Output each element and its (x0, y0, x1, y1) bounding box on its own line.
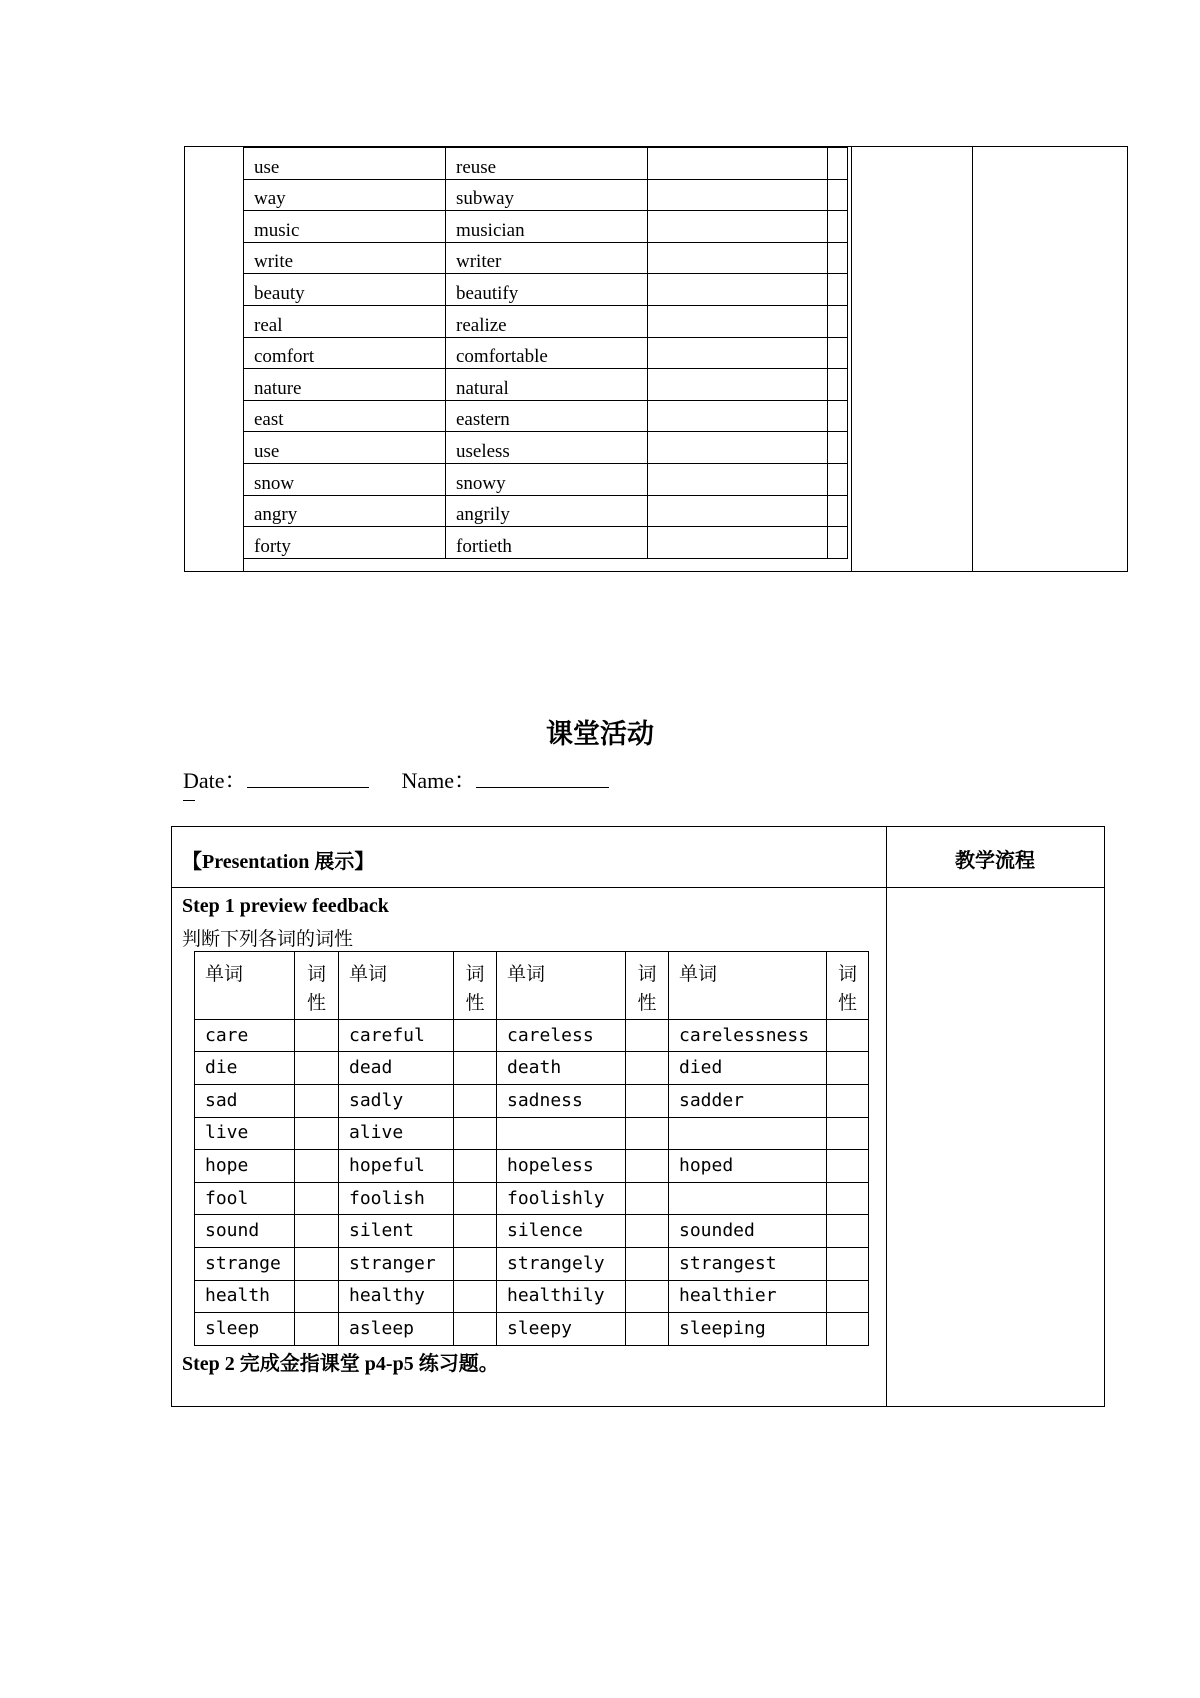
word-cell: strangest (669, 1248, 827, 1281)
table-row (244, 432, 848, 464)
pos-answer-cell[interactable] (454, 1280, 497, 1313)
word-cell: silence (497, 1215, 626, 1248)
pos-answer-cell[interactable] (827, 1215, 869, 1248)
pos-answer-cell[interactable] (827, 1019, 869, 1052)
word-cell: sleeping (669, 1313, 827, 1346)
derived-word-cell: natural (446, 369, 648, 401)
table-row (195, 1313, 869, 1346)
table-divider (851, 147, 852, 571)
pos-answer-cell[interactable] (827, 1150, 869, 1183)
derived-word-cell: beautify (446, 274, 648, 306)
word-cell: dead (339, 1052, 454, 1085)
pos-answer-cell[interactable] (454, 1117, 497, 1150)
word-cell: hoped (669, 1150, 827, 1183)
pos-answer-cell[interactable] (295, 1117, 339, 1150)
answer-cell[interactable] (648, 400, 828, 432)
column-header-pos: 词 性 (295, 952, 339, 1020)
word-cell: live (195, 1117, 295, 1150)
table-row (244, 527, 848, 559)
name-field[interactable] (476, 767, 609, 788)
base-word-cell: forty (244, 527, 446, 559)
table-row (244, 148, 848, 180)
blank-cell[interactable] (828, 369, 848, 401)
table-row (195, 1085, 869, 1118)
pos-answer-cell[interactable] (626, 1215, 669, 1248)
table-row (195, 1150, 869, 1183)
pos-answer-cell[interactable] (626, 1182, 669, 1215)
word-cell: sound (195, 1215, 295, 1248)
pos-answer-cell[interactable] (827, 1313, 869, 1346)
base-word-cell: east (244, 400, 446, 432)
derived-word-cell: angrily (446, 495, 648, 527)
word-cell: careless (497, 1019, 626, 1052)
table-row (244, 179, 848, 211)
word-cell: health (195, 1280, 295, 1313)
column-header-word: 单词 (497, 952, 626, 1020)
pos-answer-cell[interactable] (454, 1313, 497, 1346)
answer-cell[interactable] (648, 463, 828, 495)
presentation-header: 【Presentation 展示】 (182, 851, 375, 873)
base-word-cell: comfort (244, 337, 446, 369)
word-cell: hopeful (339, 1150, 454, 1183)
word-cell: sad (195, 1085, 295, 1118)
pos-answer-cell[interactable] (295, 1313, 339, 1346)
column-header-word: 单词 (339, 952, 454, 1020)
column-header-pos: 词 性 (827, 952, 869, 1020)
table-row (244, 463, 848, 495)
pos-answer-cell[interactable] (295, 1150, 339, 1183)
step2-text: Step 2 完成金指课堂 p4-p5 练习题。 (182, 1353, 499, 1375)
word-cell: died (669, 1052, 827, 1085)
word-cell: foolish (339, 1182, 454, 1215)
pos-answer-cell[interactable] (827, 1117, 869, 1150)
derived-word-cell: comfortable (446, 337, 648, 369)
word-cell: asleep (339, 1313, 454, 1346)
word-cell: care (195, 1019, 295, 1052)
table-row (195, 1280, 869, 1313)
date-label: Date： (183, 768, 247, 793)
pos-answer-cell[interactable] (626, 1052, 669, 1085)
pos-answer-cell[interactable] (295, 1019, 339, 1052)
answer-cell[interactable] (648, 148, 828, 180)
answer-cell[interactable] (648, 527, 828, 559)
column-header-pos: 词 性 (626, 952, 669, 1020)
derived-word-cell: snowy (446, 463, 648, 495)
derived-word-cell: subway (446, 179, 648, 211)
word-formation-table (243, 147, 848, 559)
pos-answer-cell[interactable] (626, 1117, 669, 1150)
word-cell: die (195, 1052, 295, 1085)
header-divider (172, 887, 1104, 888)
pos-answer-cell[interactable] (626, 1248, 669, 1281)
word-cell (669, 1182, 827, 1215)
step1-instruction: 判断下列各词的词性 (182, 928, 354, 950)
word-cell: hope (195, 1150, 295, 1183)
word-cell: hopeless (497, 1150, 626, 1183)
answer-cell[interactable] (648, 432, 828, 464)
word-cell: sadly (339, 1085, 454, 1118)
table-row (244, 495, 848, 527)
answer-cell[interactable] (648, 495, 828, 527)
word-cell: sounded (669, 1215, 827, 1248)
pos-answer-cell[interactable] (295, 1052, 339, 1085)
answer-cell[interactable] (648, 179, 828, 211)
base-word-cell: way (244, 179, 446, 211)
blank-cell[interactable] (828, 148, 848, 180)
table-row (244, 369, 848, 401)
column-header-word: 单词 (195, 952, 295, 1020)
name-label: Name： (401, 768, 477, 793)
table-row (244, 274, 848, 306)
pos-answer-cell[interactable] (827, 1182, 869, 1215)
blank-cell[interactable] (828, 211, 848, 243)
table-row (195, 1248, 869, 1281)
table-row (244, 305, 848, 337)
column-header-word: 单词 (669, 952, 827, 1020)
word-cell: fool (195, 1182, 295, 1215)
word-cell (669, 1117, 827, 1150)
date-name-line (183, 764, 609, 795)
pos-answer-cell[interactable] (295, 1085, 339, 1118)
pos-answer-cell[interactable] (454, 1085, 497, 1118)
answer-cell[interactable] (648, 242, 828, 274)
pos-answer-cell[interactable] (295, 1182, 339, 1215)
table-row (195, 1019, 869, 1052)
pos-answer-cell[interactable] (827, 1085, 869, 1118)
pos-answer-cell[interactable] (626, 1313, 669, 1346)
word-cell: carelessness (669, 1019, 827, 1052)
answer-cell[interactable] (648, 211, 828, 243)
part-of-speech-table (194, 951, 869, 1346)
table-row (195, 1117, 869, 1150)
date-field[interactable] (247, 767, 369, 788)
word-cell: strange (195, 1248, 295, 1281)
pos-answer-cell[interactable] (295, 1280, 339, 1313)
step1-title: Step 1 preview feedback (182, 895, 389, 917)
answer-cell[interactable] (648, 274, 828, 306)
base-word-cell: real (244, 305, 446, 337)
base-word-cell: use (244, 148, 446, 180)
blank-cell[interactable] (828, 432, 848, 464)
derived-word-cell: writer (446, 242, 648, 274)
word-cell (497, 1117, 626, 1150)
base-word-cell: angry (244, 495, 446, 527)
table-row (244, 242, 848, 274)
word-cell: silent (339, 1215, 454, 1248)
base-word-cell: beauty (244, 274, 446, 306)
word-cell: stranger (339, 1248, 454, 1281)
word-cell: sadder (669, 1085, 827, 1118)
table-row (195, 1182, 869, 1215)
word-cell: healthily (497, 1280, 626, 1313)
base-word-cell: write (244, 242, 446, 274)
column-header-pos: 词 性 (454, 952, 497, 1020)
pos-answer-cell[interactable] (454, 1150, 497, 1183)
column-divider (886, 827, 887, 1406)
word-cell: sleep (195, 1313, 295, 1346)
table-row (195, 1215, 869, 1248)
pos-answer-cell[interactable] (295, 1215, 339, 1248)
base-word-cell: use (244, 432, 446, 464)
pos-answer-cell[interactable] (454, 1248, 497, 1281)
blank-cell[interactable] (828, 463, 848, 495)
pos-answer-cell[interactable] (626, 1280, 669, 1313)
word-cell: alive (339, 1117, 454, 1150)
word-cell: healthier (669, 1280, 827, 1313)
blank-cell[interactable] (828, 337, 848, 369)
derived-word-cell: musician (446, 211, 648, 243)
derived-word-cell: realize (446, 305, 648, 337)
table-row (195, 1052, 869, 1085)
pos-answer-cell[interactable] (827, 1052, 869, 1085)
table-row (244, 337, 848, 369)
answer-cell[interactable] (648, 369, 828, 401)
blank-cell[interactable] (828, 242, 848, 274)
pos-answer-cell[interactable] (626, 1150, 669, 1183)
table-header-row (195, 952, 869, 1020)
blank-cell[interactable] (828, 495, 848, 527)
word-cell: strangely (497, 1248, 626, 1281)
answer-cell[interactable] (648, 337, 828, 369)
pos-answer-cell[interactable] (827, 1248, 869, 1281)
vocabulary-table-continued (184, 146, 1128, 572)
derived-word-cell: reuse (446, 148, 648, 180)
word-cell: sleepy (497, 1313, 626, 1346)
pos-answer-cell[interactable] (454, 1182, 497, 1215)
word-cell: sadness (497, 1085, 626, 1118)
pos-answer-cell[interactable] (295, 1248, 339, 1281)
blank-cell[interactable] (828, 179, 848, 211)
blank-cell[interactable] (828, 400, 848, 432)
pos-answer-cell[interactable] (626, 1019, 669, 1052)
pos-answer-cell[interactable] (454, 1019, 497, 1052)
page-title: 课堂活动 (546, 719, 654, 750)
word-cell: careful (339, 1019, 454, 1052)
pos-answer-cell[interactable] (626, 1085, 669, 1118)
blank-cell[interactable] (828, 527, 848, 559)
word-cell: foolishly (497, 1182, 626, 1215)
stray-underline (183, 800, 195, 801)
answer-cell[interactable] (648, 305, 828, 337)
pos-answer-cell[interactable] (454, 1215, 497, 1248)
blank-cell[interactable] (828, 274, 848, 306)
derived-word-cell: eastern (446, 400, 648, 432)
base-word-cell: nature (244, 369, 446, 401)
table-divider (972, 147, 973, 571)
pos-answer-cell[interactable] (827, 1280, 869, 1313)
derived-word-cell: fortieth (446, 527, 648, 559)
presentation-table (171, 826, 1105, 1407)
teaching-process-header: 教学流程 (955, 848, 1035, 872)
derived-word-cell: useless (446, 432, 648, 464)
pos-answer-cell[interactable] (454, 1052, 497, 1085)
blank-cell[interactable] (828, 305, 848, 337)
word-cell: healthy (339, 1280, 454, 1313)
table-row (244, 211, 848, 243)
base-word-cell: music (244, 211, 446, 243)
base-word-cell: snow (244, 463, 446, 495)
word-cell: death (497, 1052, 626, 1085)
table-row (244, 400, 848, 432)
